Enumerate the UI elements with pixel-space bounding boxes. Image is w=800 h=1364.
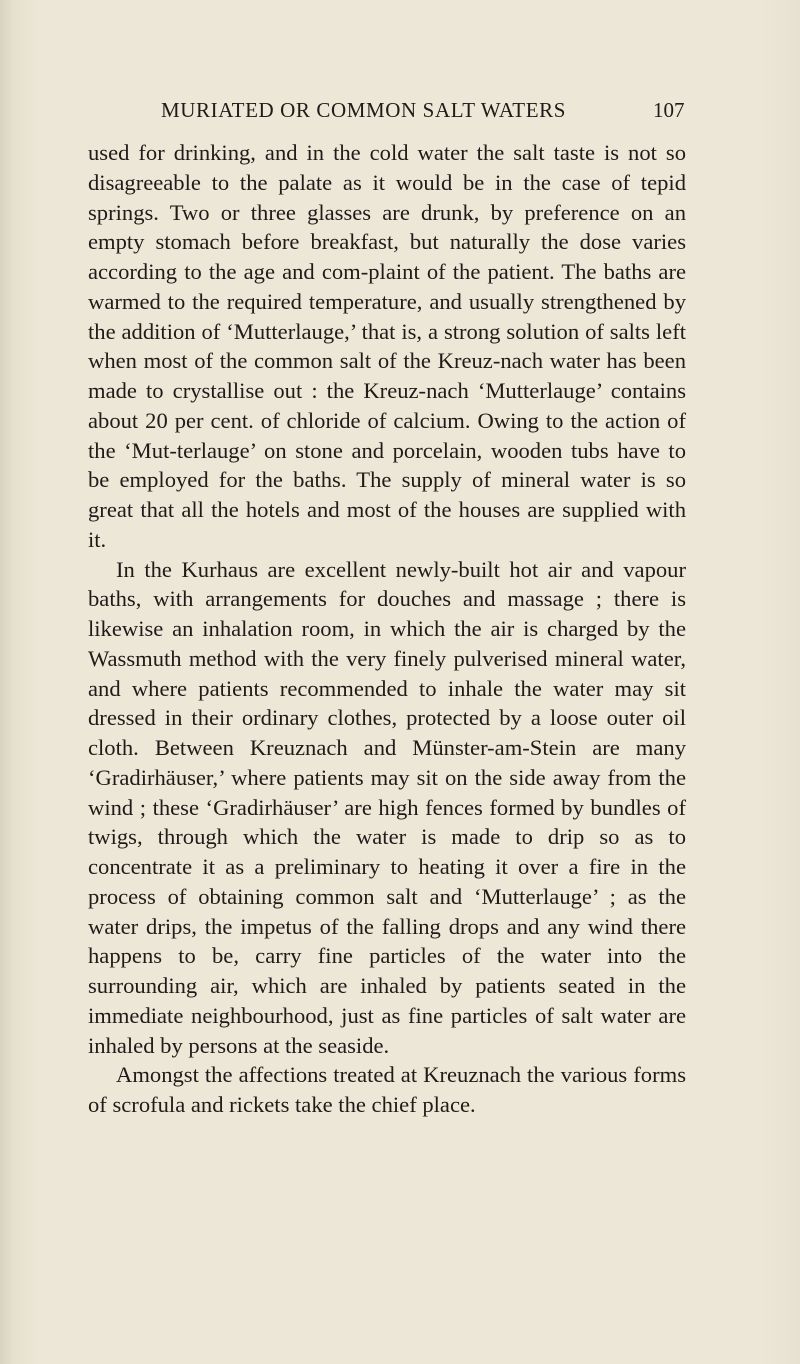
- running-title: MURIATED OR COMMON SALT WATERS: [161, 98, 567, 122]
- paragraph-continued: used for drinking, and in the cold water the salt taste is not so disagreeable to the palate as it would be in the case of tepid springs. Two or three glasses are drunk, by preference on an empty stomach before breakfast, but naturally the dose varies according to the age and com-plaint of the patient. The baths are warmed to the required temperature, and usually strengthened by the addition of ‘Mutterlauge,’ that is, a strong solution of salts left when most of the common salt of the Kreuz-nach water has been made to crystallise out : the Kreuz-nach ‘Mutterlauge’ contains about 20 per cent. of chloride of calcium. Owing to the action of the ‘Mut-terlauge’ on stone and porcelain, wooden tubs have to be employed for the baths. The supply of mineral water is so great that all the hotels and most of the houses are supplied with it.: [88, 140, 686, 552]
- paragraph-affections: Amongst the affections treated at Kreuznach the various forms of scrofula and rickets take the chief place.: [88, 1062, 686, 1117]
- body-text: [88, 138, 686, 1120]
- page-number: 107: [653, 98, 685, 122]
- running-head: [0, 94, 800, 126]
- paragraph-kurhaus: In the Kurhaus are excellent newly-built hot air and vapour baths, with arrangements for douches and massage ; there is likewise an inhalation room, in which the air is charged by the Wassmuth method with the very finely pulverised mineral water, and where patients recommended to inhale the water may sit dressed in their ordinary clothes, protected by a loose outer oil cloth. Between Kreuznach and Münster-am-Stein are many ‘Gradirhäuser,’ where patients may sit on the side away from the wind ; these ‘Gradirhäuser’ are high fences formed by bundles of twigs, through which the water is made to drip so as to concentrate it as a preliminary to heating it over a fire in the process of obtaining common salt and ‘Mutterlauge’ ; as the water drips, the impetus of the falling drops and any wind there happens to be, carry fine particles of the water into the surrounding air, which are inhaled by patients seated in the immediate neighbourhood, just as fine particles of salt water are inhaled by persons at the seaside.: [88, 556, 686, 1058]
